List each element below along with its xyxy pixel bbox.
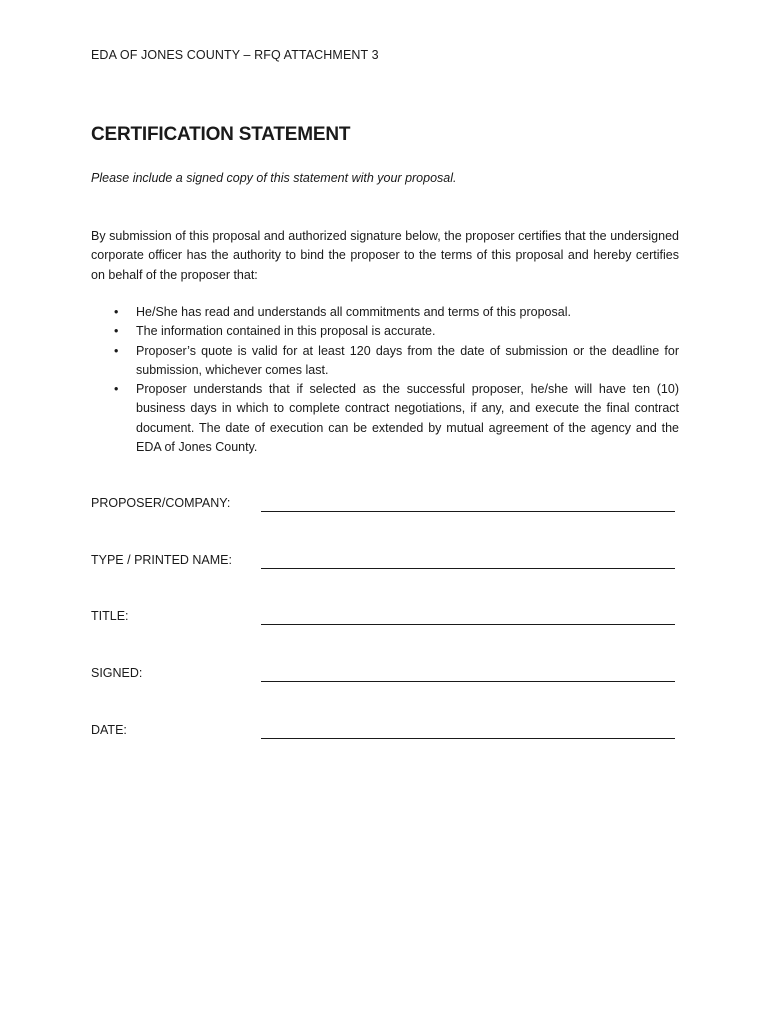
proposer-company-field <box>91 496 675 516</box>
title-field <box>91 609 675 629</box>
date-label: DATE: <box>91 723 127 737</box>
signed-label: SIGNED: <box>91 666 143 680</box>
signed-line[interactable] <box>261 681 675 682</box>
list-item-text: Proposer’s quote is valid for at least 120 days from the date of submission or the deadline for submission, whichever comes last. <box>136 343 679 377</box>
bullet-icon: • <box>114 305 119 319</box>
printed-name-field <box>91 553 675 573</box>
instruction-text: Please include a signed copy of this statement with your proposal. <box>91 171 457 185</box>
proposer-company-line[interactable] <box>261 511 675 512</box>
printed-name-label: TYPE / PRINTED NAME: <box>91 553 232 567</box>
list-item <box>91 303 679 322</box>
document-header: EDA OF JONES COUNTY – RFQ ATTACHMENT 3 <box>91 48 379 62</box>
proposer-company-label: PROPOSER/COMPANY: <box>91 496 231 510</box>
intro-paragraph: By submission of this proposal and authorized signature below, the proposer certifies that the undersigned corporate officer has the authority to bind the proposer to the terms of this proposal and hereby certifies on behalf of the proposer that: <box>91 229 679 282</box>
list-item-text: He/She has read and understands all commitments and terms of this proposal. <box>136 305 571 319</box>
bullet-icon: • <box>114 382 119 397</box>
certification-list <box>91 303 679 457</box>
printed-name-line[interactable] <box>261 568 675 569</box>
list-item <box>91 342 679 381</box>
bullet-icon: • <box>114 343 119 358</box>
date-line[interactable] <box>261 738 675 739</box>
list-item-text: The information contained in this proposal is accurate. <box>136 324 436 339</box>
list-item <box>91 380 679 457</box>
title-label: TITLE: <box>91 609 129 623</box>
document-title: CERTIFICATION STATEMENT <box>91 124 351 145</box>
list-item-text: Proposer understands that if selected as the successful proposer, he/she will have ten (10) business days in which to complete contract negotiations, if any, and execute the final contract document. The date of execution can be extended by mutual agreement of the agency and the EDA of Jones County. <box>136 382 679 455</box>
date-field <box>91 723 675 743</box>
bullet-icon: • <box>114 324 119 339</box>
list-item <box>91 322 679 341</box>
signed-field <box>91 666 675 686</box>
title-line[interactable] <box>261 624 675 625</box>
